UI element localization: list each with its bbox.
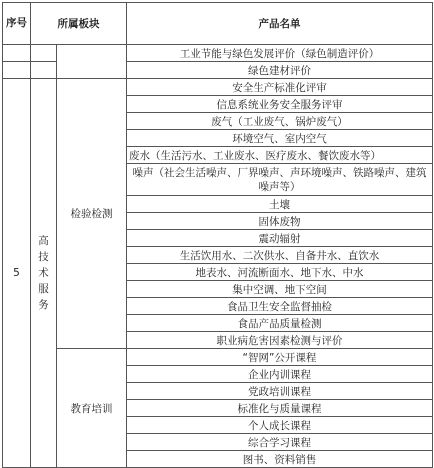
sector-cell-empty [31,45,57,62]
table-row [3,45,433,62]
table-row [3,79,433,96]
product-item: 集中空调、地下空间 [127,281,433,298]
product-item: 党政培训课程 [127,383,433,400]
product-item: 工业节能与绿色发展评价（绿色制造评价） [127,45,433,62]
seq-cell: 5 [3,79,31,468]
product-item: 地表水、河流断面水、地下水、中水 [127,264,433,281]
product-item: 生活饮用水、二次供水、自备井水、直饮水 [127,247,433,264]
seq-cell-empty [3,62,31,79]
header-sector: 所属板块 [31,3,127,45]
product-item: 土壤 [127,196,433,213]
product-item: 食品卫生安全监督抽检 [127,298,433,315]
header-seq: 序号 [3,3,31,45]
product-item: 图书、资料销售 [127,451,433,468]
header-row [3,3,433,45]
product-item: 综合学习课程 [127,434,433,451]
product-item: 绿色建材评价 [127,62,433,79]
product-list-table [2,2,433,468]
product-item: 废水（生活污水、工业废水、医疗废水、餐饮废水等） [127,147,433,164]
header-products: 产品名单 [127,3,433,45]
product-item: 废气（工业废气、锅炉废气） [127,113,433,130]
product-item: 企业内训课程 [127,366,433,383]
product-item: 安全生产标准化评审 [127,79,433,96]
seq-cell-empty [3,45,31,62]
product-item: 环境空气、室内空气 [127,130,433,147]
sector-cell-empty [31,62,57,79]
product-item: 震动辐射 [127,230,433,247]
product-item: 标准化与质量课程 [127,400,433,417]
product-item: 个人成长课程 [127,417,433,434]
subsector-inspection: 检验检测 [57,79,127,349]
product-item: 食品产品质量检测 [127,315,433,332]
product-item: 固体废物 [127,213,433,230]
product-item: 职业病危害因素检测与评价 [127,332,433,349]
subsector-cell-empty [57,45,127,79]
table-row [3,349,433,366]
subsector-education: 教育培训 [57,349,127,468]
product-item: 信息系统业务安全服务评审 [127,96,433,113]
sector-main-label: 高技术服务 [38,235,49,311]
product-item: 噪声（社会生活噪声、厂界噪声、声环境噪声、铁路噪声、建筑噪声等） [127,164,433,196]
product-item: “智网”公开课程 [127,349,433,366]
sector-main-cell [31,79,57,468]
